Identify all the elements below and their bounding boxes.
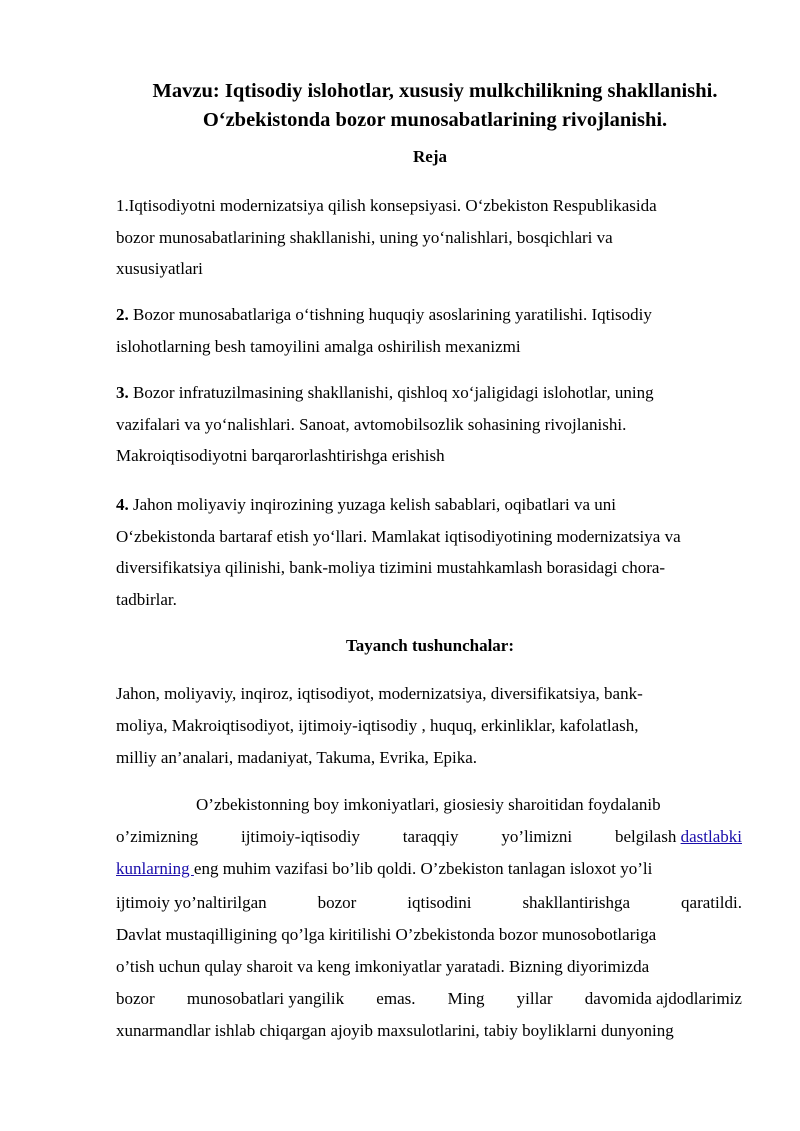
plan-item-4	[116, 489, 756, 615]
title-line-2: O‘zbekistonda bozor munosabatlarining rivojlanishi.	[202, 109, 668, 131]
keywords-paragraph	[116, 678, 756, 774]
body-word: emas.	[376, 989, 416, 1008]
body-word: bozor	[116, 989, 155, 1008]
plan-item-1	[116, 190, 756, 285]
plan-item-1-line: xususiyatlari	[116, 259, 203, 278]
plan-item-1-line: bozor munosabatlarining shakllanishi, uning yo‘nalishlari, bosqichlari va	[116, 227, 613, 247]
body-line-4	[116, 887, 742, 919]
title-line-1: Mavzu: Iqtisodiy islohotlar, xususiy mulkchilikning shakllanishi.	[152, 80, 718, 102]
keywords-line: moliya, Makroiqtisodiyot, ijtimoiy-iqtisodiy , huquq, erkinliklar, kafolatlash,	[116, 716, 639, 735]
plan-item-4-line: Jahon moliyaviy inqirozining yuzaga kelish sabablari, oqibatlari va uni	[128, 495, 616, 514]
body-word: iqtisodini	[407, 893, 472, 912]
keywords-line: Jahon, moliyaviy, inqiroz, iqtisodiyot, modernizatsiya, diversifikatsiya, bank-	[116, 684, 643, 703]
body-word: davomida ajdodlarimiz	[584, 989, 742, 1008]
body-word: ijtimoiy-iqtisodiy	[240, 827, 360, 846]
body-word: belgilash	[614, 827, 677, 846]
plan-item-2-line: Bozor munosabatlariga o‘tishning huquqiy asoslarining yaratilishi. Iqtisodiy	[128, 305, 652, 324]
plan-item-2-line: islohotlarning besh tamoyilini amalga oshirilish mexanizmi	[116, 336, 521, 356]
body-word: qaratildi.	[681, 893, 742, 912]
plan-item-4-number: 4.	[116, 495, 129, 514]
plan-item-3-line: Bozor infratuzilmasining shakllanishi, qishloq xo‘jaligidagi islohotlar, uning	[128, 383, 654, 402]
plan-heading: Reja	[413, 147, 447, 166]
plan-item-2	[116, 299, 756, 362]
plan-item-2-number: 2.	[116, 305, 129, 324]
plan-item-4-line: diversifikatsiya qilinishi, bank-moliya tizimini mustahkamlash borasidagi chora-	[116, 558, 666, 577]
body-word: Ming	[447, 989, 485, 1008]
body-word: o’zimizning	[116, 827, 199, 846]
body-word: munosobatlari yangilik	[186, 989, 345, 1008]
dastlabki-kunlarning-link-continued[interactable]: kunlarning	[116, 859, 194, 878]
body-word: ijtimoiy yo’naltirilgan	[116, 893, 267, 912]
plan-item-3-line: vazifalari va yo‘nalishlari. Sanoat, avtomobilsozlik sohasining rivojlanishi.	[116, 414, 627, 434]
keywords-line: milliy an’analari, madaniyat, Takuma, Evrika, Epika.	[116, 748, 478, 767]
body-line-1: O’zbekistonning boy imkoniyatlari, giosiesiy sharoitidan foydalanib	[196, 795, 661, 814]
plan-item-3-number: 3.	[116, 383, 129, 402]
plan-item-4-line: tadbirlar.	[116, 589, 177, 609]
plan-item-3	[116, 377, 756, 472]
body-paragraph	[116, 789, 742, 1047]
dastlabki-kunlarning-link[interactable]: dastlabki	[680, 827, 742, 846]
plan-item-4-line: O‘zbekistonda bartaraf etish yo‘llari. Mamlakat iqtisodiyotining modernizatsiya va	[116, 526, 681, 546]
body-line-5: Davlat mustaqilligining qo’lga kiritilishi O’zbekistonda bozor munosobotlariga	[116, 925, 657, 944]
document-title	[80, 77, 790, 135]
body-word: yillar	[516, 989, 553, 1008]
body-word: taraqqiy	[402, 827, 459, 846]
body-word: yo’limizni	[501, 827, 573, 846]
body-line-6: o’tish uchun qulay sharoit va keng imkoniyatlar yaratadi. Bizning diyorimizda	[116, 957, 650, 976]
plan-item-1-line: 1.Iqtisodiyotni modernizatsiya qilish konsepsiyasi. O‘zbekiston Respublikasida	[116, 196, 657, 215]
body-line-7	[116, 983, 742, 1015]
body-word: bozor	[317, 893, 357, 912]
body-line-2	[116, 821, 742, 853]
body-line-3	[116, 853, 742, 885]
body-line-3-text: eng muhim vazifasi bo’lib qoldi. O’zbekiston tanlagan isloxot yo’li	[193, 859, 653, 878]
plan-item-3-line: Makroiqtisodiyotni barqarorlashtirishga erishish	[116, 446, 445, 465]
body-line-8: xunarmandlar ishlab chiqargan ajoyib maxsulotlarini, tabiy boyliklarni dunyoning	[116, 1021, 674, 1040]
body-word: shakllantirishga	[522, 893, 631, 912]
keywords-heading: Tayanch tushunchalar:	[345, 636, 514, 655]
